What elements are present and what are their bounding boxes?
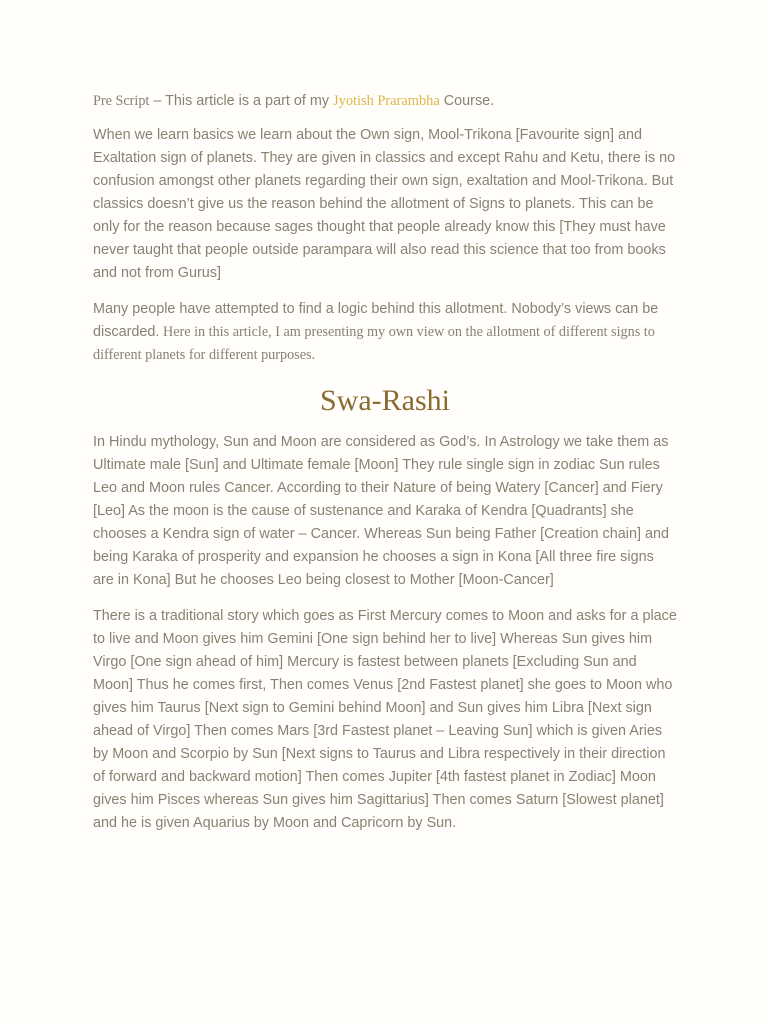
paragraph-sun-moon: In Hindu mythology, Sun and Moon are considered as God’s. In Astrology we take them as Ultimate male [Sun] and Ultimate female [Moon] They rule single sign in zodiac Sun rules Leo and Moon rules Cancer. According to their Nature of being Watery [Cancer] and Fiery [Leo] As the moon is the cause of sustenance and Karaka of Kendra [Quadrants] she chooses a Kendra sign of water – Cancer. Whereas Sun being Father [Creation chain] and being Karaka of prosperity and expansion he chooses a sign in Kona [All three fire signs are in Kona] But he chooses Leo being closest to Mother [Moon-Cancer] bbox=[93, 434, 669, 588]
paragraph-allotment-serif: Here in this article, I am presenting my own view on the allotment of different signs to different planets for different purposes. bbox=[93, 324, 655, 363]
prescript-end: Course. bbox=[439, 93, 495, 109]
prescript-label: Pre Script bbox=[93, 93, 150, 109]
paragraph-intro: When we learn basics we learn about the Own sign, Mool-Trikona [Favourite sign] and Exaltation sign of planets. They are given in classics and except Rahu and Ketu, there is no confusion amongst other planets regarding their own sign, exaltation and Mool-Trikona. But classics doesn’t give us the reason behind the allotment of Signs to planets. This can be only for the reason because sages thought that people already know this [They must have never taught that people outside parampara will also read this science that too from books and not from Gurus] bbox=[93, 127, 676, 281]
paragraph-story: There is a traditional story which goes as First Mercury comes to Moon and asks for a place to live and Moon gives him Gemini [One sign behind her to live] Whereas Sun gives him Virgo [One sign ahead of him] Mercury is fastest between planets [Excluding Sun and Moon] Thus he comes first, Then comes Venus [2nd Fastest planet] she goes to Moon who gives him Taurus [Next sign to Gemini behind Moon] and Sun gives him Libra [Next sign ahead of Virgo] Then comes Mars [3rd Fastest planet – Leaving Sun] which is given Aries by Moon and Scorpio by Sun [Next signs to Taurus and Libra respectively in their direction of forward and backward motion] Then comes Jupiter [4th fastest planet in Zodiac] Moon gives him Pisces whereas Sun gives him Sagittarius] Then comes Saturn [Slowest planet] and he is given Aquarius by Moon and Capricorn by Sun. bbox=[93, 608, 677, 831]
paragraph-allotment bbox=[93, 298, 677, 367]
article-body bbox=[93, 90, 677, 848]
section-heading: Swa-Rashi bbox=[320, 384, 450, 417]
prescript-text: – This article is a part of my bbox=[149, 93, 334, 109]
prescript-line bbox=[93, 90, 677, 113]
paragraph-allotment-sans: Many people have attempted to find a logic behind this allotment. Nobody’s views can be discarded. bbox=[93, 301, 659, 340]
course-link[interactable]: Jyotish Prarambha bbox=[333, 93, 440, 109]
